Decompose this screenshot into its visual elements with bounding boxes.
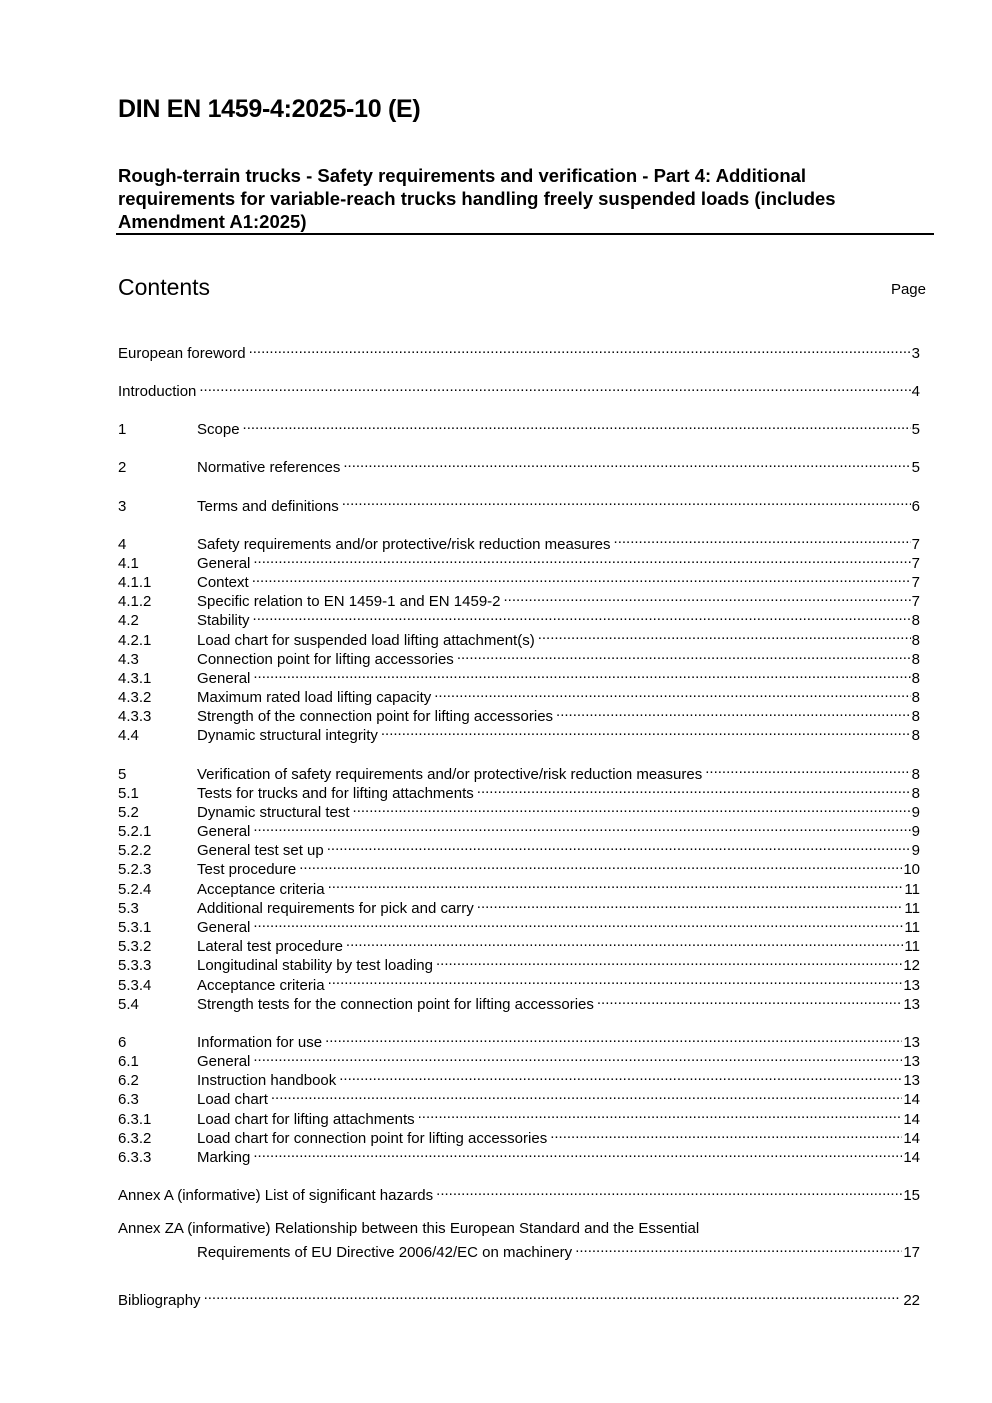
- toc-entry-page: 9: [911, 803, 920, 821]
- toc-leader-dots: [418, 1104, 903, 1123]
- toc-entry-title: General: [197, 823, 251, 841]
- toc-entry-title: Normative references: [197, 459, 341, 477]
- toc-entry-title: Terms and definitions: [197, 497, 339, 515]
- toc-entry-title-continuation: Requirements of EU Directive 2006/42/EC on machinery: [197, 1244, 573, 1262]
- toc-entry-title: Acceptance criteria: [197, 880, 325, 898]
- toc-entry-page: 17: [903, 1244, 920, 1262]
- toc-entry-title: Acceptance criteria: [197, 976, 325, 994]
- toc-entry-number: 4.2.1: [118, 631, 152, 649]
- toc-leader-dots: [253, 1047, 902, 1066]
- toc-entry-page: 8: [911, 612, 920, 630]
- toc-entry-page: 8: [911, 708, 920, 726]
- toc-entry-5[interactable]: [118, 759, 920, 783]
- toc-entry-page: 11: [904, 919, 920, 937]
- toc-entry-number: 5.2: [118, 803, 139, 821]
- toc-entry-title: Bibliography: [118, 1291, 201, 1309]
- toc-entry-page: 22: [903, 1291, 920, 1309]
- toc-leader-dots: [328, 874, 904, 893]
- toc-entry-number: 4.3.1: [118, 669, 152, 687]
- toc-entry-title: Annex ZA (informative) Relationship between this European Standard and the Essential: [118, 1219, 700, 1237]
- toc-entry-title: Strength tests for the connection point for lifting accessories: [197, 995, 594, 1013]
- toc-entry-page: 8: [911, 765, 920, 783]
- toc-entry-number: 5.3: [118, 899, 139, 917]
- toc-leader-dots: [253, 1143, 902, 1162]
- toc-leader-dots: [614, 529, 911, 548]
- toc-entry-page: 11: [904, 880, 920, 898]
- toc-entry-title: General: [197, 554, 251, 572]
- toc-entry-title: Context: [197, 573, 249, 591]
- toc-entry-number: 6.1: [118, 1053, 139, 1071]
- toc-entry-title: Dynamic structural integrity: [197, 727, 378, 745]
- toc-entry-number: 4.1.2: [118, 593, 152, 611]
- document-title: Rough-terrain trucks - Safety requirements and verification - Part 4: Additional requirements for variable-reach trucks handling freely suspended loads (includes Amendment A1:2025): [118, 165, 836, 232]
- toc-entry-page: 15: [903, 1187, 920, 1205]
- toc-entry-page: 10: [903, 861, 920, 879]
- toc-entry-number: 4.3.2: [118, 689, 152, 707]
- toc-leader-dots: [253, 606, 911, 625]
- toc-entry-title: European foreword: [118, 345, 246, 363]
- toc-leader-dots: [253, 664, 910, 683]
- toc-entry-number: 4.4: [118, 727, 139, 745]
- toc-leader-dots: [252, 568, 911, 587]
- toc-entry-page: 8: [911, 669, 920, 687]
- toc-leader-dots: [434, 683, 910, 702]
- toc-entry-page: 13: [903, 1053, 920, 1071]
- toc-entry-page: 14: [903, 1110, 920, 1128]
- toc-entry-title: Verification of safety requirements and/or protective/risk reduction measures: [197, 765, 703, 783]
- toc-leader-dots: [327, 836, 911, 855]
- toc-entry-number: 6.2: [118, 1072, 139, 1090]
- toc-entry-title: Stability: [197, 612, 250, 630]
- page-column-label: Page: [890, 281, 926, 298]
- toc-entry-number: 5.1: [118, 784, 139, 802]
- toc-entry-page: 5: [911, 459, 920, 477]
- toc-entry-number: 5.2.2: [118, 842, 152, 860]
- toc-entry-number: 1: [118, 421, 127, 439]
- toc-leader-dots: [436, 1181, 902, 1200]
- toc-entry-title: Information for use: [197, 1033, 323, 1051]
- toc-entry-page: 11: [904, 899, 920, 917]
- toc-entry-title: Load chart for connection point for lifting accessories: [197, 1129, 548, 1147]
- toc-entry-title: Annex A (informative) List of significant hazards: [118, 1187, 434, 1205]
- toc-entry-number: 4.1.1: [118, 573, 152, 591]
- toc-leader-dots: [299, 855, 902, 874]
- toc-leader-dots: [253, 817, 910, 836]
- toc-entry-6[interactable]: [118, 1028, 920, 1051]
- toc-leader-dots: [346, 932, 904, 951]
- toc-leader-dots: [457, 645, 911, 664]
- toc-entry-title: Dynamic structural test: [197, 803, 350, 821]
- toc-entry-number: 5.4: [118, 995, 139, 1013]
- toc-entry-number: 5.2.1: [118, 823, 152, 841]
- table-of-contents: [118, 339, 920, 1309]
- toc-entry-title: Safety requirements and/or protective/risk reduction measures: [197, 535, 611, 553]
- toc-entry-title: Marking: [197, 1148, 251, 1166]
- toc-entry-page: 7: [911, 593, 920, 611]
- toc-entry-1[interactable]: [118, 415, 920, 439]
- toc-entry-number: 5.2.3: [118, 861, 152, 879]
- toc-entry-page: 7: [911, 554, 920, 572]
- toc-leader-dots: [550, 1124, 902, 1143]
- toc-entry-number: 6.3: [118, 1091, 139, 1109]
- toc-entry-number: 4.1: [118, 554, 139, 572]
- toc-entry-title: Test procedure: [197, 861, 297, 879]
- toc-entry-page: 12: [903, 957, 920, 975]
- toc-entry-title: Instruction handbook: [197, 1072, 337, 1090]
- toc-entry-title: Longitudinal stability by test loading: [197, 957, 433, 975]
- toc-entry-page: 7: [911, 573, 920, 591]
- toc-entry-page: 14: [903, 1129, 920, 1147]
- toc-entry-page: 11: [904, 938, 920, 956]
- toc-entry-title: General: [197, 669, 251, 687]
- toc-leader-dots: [705, 759, 910, 778]
- toc-leader-dots: [381, 721, 911, 740]
- toc-entry-number: 4.3.3: [118, 708, 152, 726]
- toc-entry-title: Load chart for suspended load lifting attachment(s): [197, 631, 535, 649]
- toc-leader-dots: [253, 913, 903, 932]
- toc-entry-page: 8: [911, 727, 920, 745]
- toc-entry-foreword[interactable]: [118, 339, 920, 363]
- toc-entry-number: 6: [118, 1033, 127, 1051]
- toc-leader-dots: [339, 1066, 902, 1085]
- toc-entry-annex-za[interactable]: [118, 1219, 920, 1238]
- toc-leader-dots: [253, 549, 910, 568]
- toc-entry-number: 6.3.1: [118, 1110, 152, 1128]
- toc-entry-title: General: [197, 919, 251, 937]
- toc-entry-annex-a[interactable]: [118, 1181, 920, 1205]
- toc-entry-title: Load chart: [197, 1091, 268, 1109]
- toc-entry-number: 2: [118, 459, 127, 477]
- toc-entry-title: Connection point for lifting accessories: [197, 650, 454, 668]
- toc-leader-dots: [575, 1238, 902, 1257]
- toc-leader-dots: [353, 798, 911, 817]
- toc-entry-page: 8: [911, 631, 920, 649]
- contents-heading: Contents: [118, 274, 211, 300]
- toc-entry-2[interactable]: [118, 453, 920, 477]
- toc-leader-dots: [199, 377, 910, 396]
- toc-entry-annex-za-continuation[interactable]: [118, 1238, 920, 1262]
- toc-leader-dots: [477, 894, 904, 913]
- toc-entry-page: 13: [903, 1033, 920, 1051]
- toc-entry-page: 3: [911, 345, 920, 363]
- toc-entry-title: Tests for trucks and for lifting attachments: [197, 784, 474, 802]
- toc-leader-dots: [597, 990, 902, 1009]
- toc-leader-dots: [204, 1285, 900, 1304]
- toc-entry-page: 14: [903, 1148, 920, 1166]
- toc-entry-title: Specific relation to EN 1459-1 and EN 1459-2: [197, 593, 501, 611]
- toc-leader-dots: [477, 779, 911, 798]
- toc-leader-dots: [243, 415, 911, 434]
- toc-entry-number: 5.3.4: [118, 976, 152, 994]
- toc-entry-number: 4.3: [118, 650, 139, 668]
- toc-leader-dots: [343, 453, 910, 472]
- toc-entry-page: 8: [911, 689, 920, 707]
- toc-entry-title: General: [197, 1053, 251, 1071]
- toc-entry-page: 8: [911, 784, 920, 802]
- toc-leader-dots: [325, 1028, 902, 1047]
- toc-leader-dots: [538, 625, 911, 644]
- toc-entry-page: 4: [911, 383, 920, 401]
- toc-entry-number: 6.3.2: [118, 1129, 152, 1147]
- toc-entry-page: 9: [911, 823, 920, 841]
- toc-entry-number: 3: [118, 497, 127, 515]
- toc-entry-title: General test set up: [197, 842, 324, 860]
- toc-entry-number: 4.2: [118, 612, 139, 630]
- toc-entry-title: Introduction: [118, 383, 197, 401]
- toc-entry-title: Lateral test procedure: [197, 938, 343, 956]
- toc-leader-dots: [504, 587, 911, 606]
- toc-entry-page: 5: [911, 421, 920, 439]
- document-id: DIN EN 1459-4:2025-10 (E): [118, 95, 421, 123]
- toc-entry-4[interactable]: [118, 529, 920, 553]
- toc-entry-introduction[interactable]: [118, 377, 920, 401]
- toc-entry-number: 5.3.3: [118, 957, 152, 975]
- toc-entry-page: 13: [903, 1072, 920, 1090]
- toc-entry-number: 4: [118, 535, 127, 553]
- toc-leader-dots: [249, 339, 911, 358]
- toc-entry-number: 5: [118, 765, 127, 783]
- toc-entry-page: 13: [903, 995, 920, 1013]
- toc-entry-page: 13: [903, 976, 920, 994]
- toc-entry-title: Maximum rated load lifting capacity: [197, 689, 432, 707]
- toc-leader-dots: [271, 1085, 902, 1104]
- toc-entry-number: 5.3.2: [118, 938, 152, 956]
- toc-leader-dots: [342, 491, 911, 510]
- toc-entry-page: 9: [911, 842, 920, 860]
- toc-entry-page: 6: [911, 497, 920, 515]
- toc-entry-title: Additional requirements for pick and carry: [197, 899, 474, 917]
- toc-entry-page: 7: [911, 535, 920, 553]
- toc-entry-page: 8: [911, 650, 920, 668]
- toc-leader-dots: [328, 970, 903, 989]
- toc-entry-number: 6.3.3: [118, 1148, 152, 1166]
- toc-entry-page: 14: [903, 1091, 920, 1109]
- toc-entry-title: Scope: [197, 421, 240, 439]
- title-divider: [116, 233, 934, 235]
- toc-leader-dots: [436, 951, 902, 970]
- toc-leader-dots: [556, 702, 911, 721]
- toc-entry-title: Load chart for lifting attachments: [197, 1110, 415, 1128]
- toc-entry-title: Strength of the connection point for lifting accessories: [197, 708, 554, 726]
- toc-entry-number: 5.3.1: [118, 919, 152, 937]
- toc-entry-3[interactable]: [118, 491, 920, 515]
- toc-entry-number: 5.2.4: [118, 880, 152, 898]
- toc-entry-bibliography[interactable]: [118, 1285, 920, 1309]
